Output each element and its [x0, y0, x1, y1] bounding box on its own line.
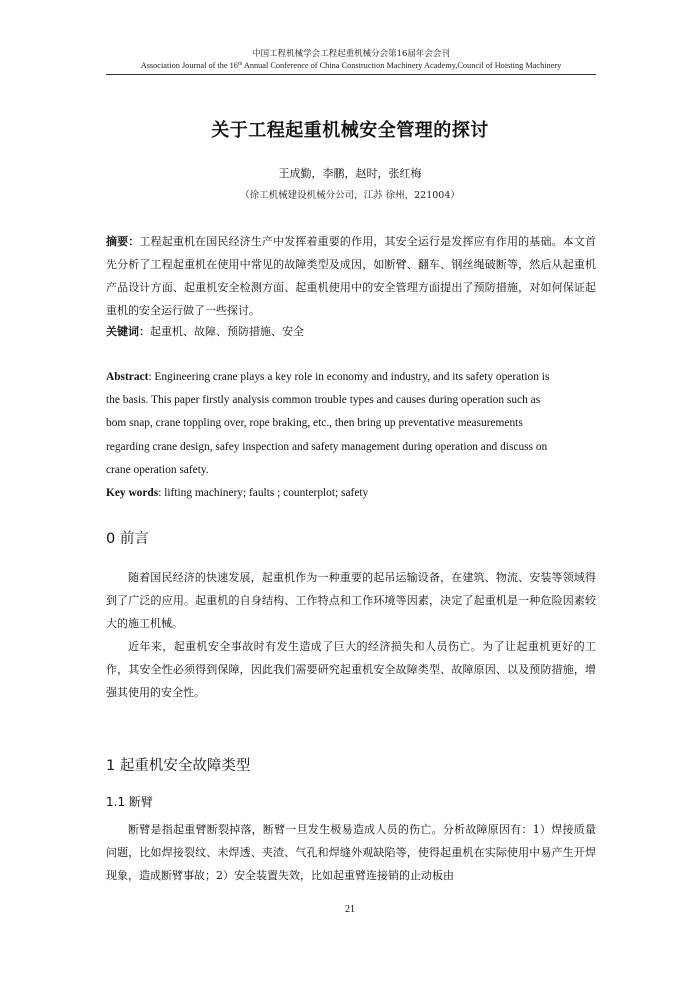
abstract-en: [106, 366, 596, 505]
section-1-body: [106, 818, 596, 887]
keywords-en: [106, 482, 596, 505]
section-1-heading: 1 起重机安全故障类型: [106, 758, 251, 774]
authors: 王成勤，李鹏，赵时，张红梅: [278, 167, 422, 180]
paper-title: 关于工程起重机械安全管理的探讨: [211, 120, 489, 141]
header-divider: [106, 74, 596, 75]
abstract-en-line: Abstract: Engineering crane plays a key role in economy and industry, and its safety operation is: [106, 371, 550, 383]
header-english: Association Journal of the 16th Annual Conference of China Construction Machinery Academy,Council of Hoisting Machinery: [140, 61, 562, 70]
section-0-body: [106, 566, 596, 704]
section-0-heading: 0 前言: [106, 531, 149, 547]
affiliation: （徐工机械建设机械分公司，江苏 徐州，221004）: [240, 190, 460, 201]
keywords-cn-label: 关键词：: [106, 325, 150, 338]
subsection-1-1-heading: 1.1 断臂: [106, 795, 153, 809]
keywords-en-text: : lifting machinery; faults ; counterplot; safety: [158, 487, 369, 500]
page-number: 21: [345, 904, 355, 915]
running-header: [106, 48, 596, 72]
header-chinese: 中国工程机械学会工程起重机械分会第16届年会会刊: [252, 49, 450, 59]
paragraph: 断臂是指起重臂断裂掉落，断臂一旦发生极易造成人员的伤亡。分析故障原因有：1）焊接质量问题，比如焊接裂纹、未焊透、夹渣、气孔和焊缝外观缺陷等，使得起重机在实际使用中易产生开焊现象，造成断臂事故；2）安全装置失效，比如起重臂连接销的止动板由: [106, 823, 596, 882]
paragraph: 近年来，起重机安全事故时有发生造成了巨大的经济损失和人员伤亡。为了让起重机更好的工作，其安全性必须得到保障，因此我们需要研究起重机安全故障类型、故障原因、以及预防措施，增强其使用的安全性。: [106, 640, 596, 699]
abstract-en-line: bom snap, crane toppling over, rope braking, etc., then bring up preventative measurements: [106, 417, 523, 430]
keywords-cn-text: 起重机、故障、预防措施、安全: [150, 325, 304, 338]
paragraph: 随着国民经济的快速发展，起重机作为一种重要的起吊运输设备，在建筑、物流、安装等领域得到了广泛的应用。起重机的自身结构、工作特点和工作环境等因素，决定了起重机是一种危险因素较大的施工机械。: [106, 571, 596, 630]
abstract-en-line: crane operation safety.: [106, 463, 209, 476]
abstract-cn-text: 工程起重机在国民经济生产中发挥着重要的作用，其安全运行是发挥应有作用的基础。本文首先分析了工程起重机在使用中常见的故障类型及成因，如断臂、翻车、钢丝绳破断等，然后从起重机产品设计方面、起重机安全检测方面、起重机使用中的安全管理方面提出了预防措施，对如何保证起重机的安全运行做了一些探讨。: [106, 235, 597, 317]
abstract-en-label: Abstract: [106, 371, 149, 383]
abstract-en-line: regarding crane design, safey inspection and safety management during operation and discuss on: [106, 440, 548, 453]
abstract-cn-label: 摘要：: [106, 235, 140, 248]
keywords-en-label: Key words: [106, 487, 159, 500]
abstract-cn: [106, 230, 596, 322]
abstract-en-line: the basis. This paper firstly analysis common trouble types and causes during operation such as: [106, 394, 541, 407]
keywords-cn: [106, 320, 596, 343]
